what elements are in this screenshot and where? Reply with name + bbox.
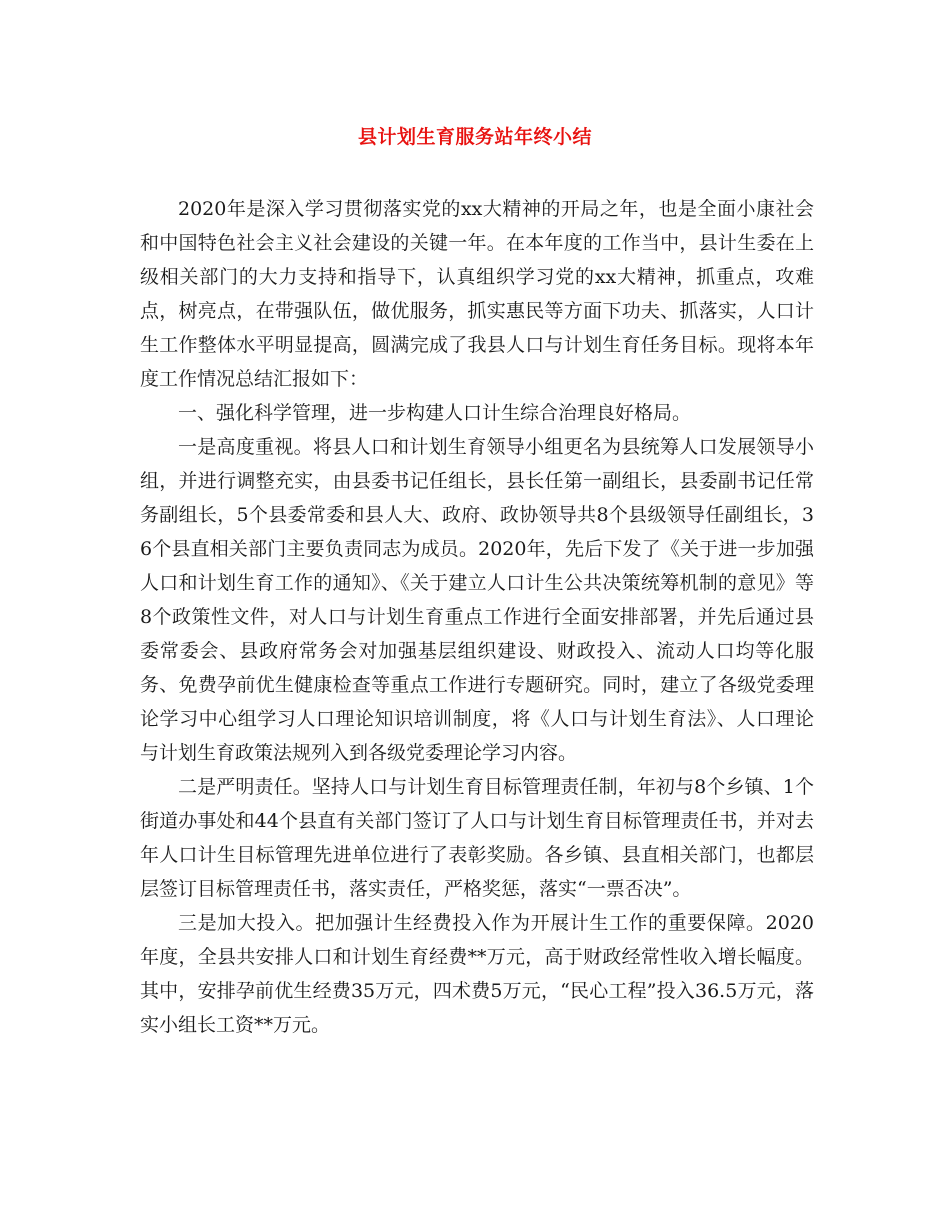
- document-title: 县计划生育服务站年终小结: [357, 126, 592, 148]
- document-body: [140, 192, 814, 1042]
- paragraph-point-two: 二是严明责任。坚持人口与计划生育目标管理责任制，年初与8个乡镇、1个街道办事处和44个县直有关部门签订了人口与计划生育目标管理责任书，并对去年人口计生目标管理先进单位进行了表彰奖励。各乡镇、县直相关部门，也都层层签订目标管理责任书，落实责任，严格奖惩，落实“一票否决”。: [140, 776, 814, 900]
- paragraph-intro: 2020年是深入学习贯彻落实党的xx大精神的开局之年，也是全面小康社会和中国特色社会主义社会建设的关键一年。在本年度的工作当中，县计生委在上级相关部门的大力支持和指导下，认真组织学习党的xx大精神，抓重点，攻难点，树亮点，在带强队伍，做优服务，抓实惠民等方面下功夫、抓落实，人口计生工作整体水平明显提高，圆满完成了我县人口与计划生育任务目标。现将本年度工作情况总结汇报如下：: [140, 198, 814, 390]
- paragraph-point-one: 一是高度重视。将县人口和计划生育领导小组更名为县统筹人口发展领导小组，并进行调整充实，由县委书记任组长，县长任第一副组长，县委副书记任常务副组长，5个县委常委和县人大、政府、政协领导共8个县级领导任副组长，36个县直相关部门主要负责同志为成员。2020年，先后下发了《关于进一步加强人口和计划生育工作的通知》、《关于建立人口计生公共决策统筹机制的意见》等8个政策性文件，对人口与计划生育重点工作进行全面安排部署，并先后通过县委常委会、县政府常务会对加强基层组织建设、财政投入、流动人口均等化服务、免费孕前优生健康检查等重点工作进行专题研究。同时，建立了各级党委理论学习中心组学习人口理论知识培训制度，将《人口与计划生育法》、人口理论与计划生育政策法规列入到各级党委理论学习内容。: [140, 436, 814, 764]
- paragraph-section-heading: 一、强化科学管理，进一步构建人口计生综合治理良好格局。: [178, 402, 692, 424]
- paragraph-point-three: 三是加大投入。把加强计生经费投入作为开展计生工作的重要保障。2020年度，全县共安排人口和计划生育经费**万元，高于财政经常性收入增长幅度。其中，安排孕前优生经费35万元，四术费5万元，“民心工程”投入36.5万元，落实小组长工资**万元。: [140, 912, 814, 1036]
